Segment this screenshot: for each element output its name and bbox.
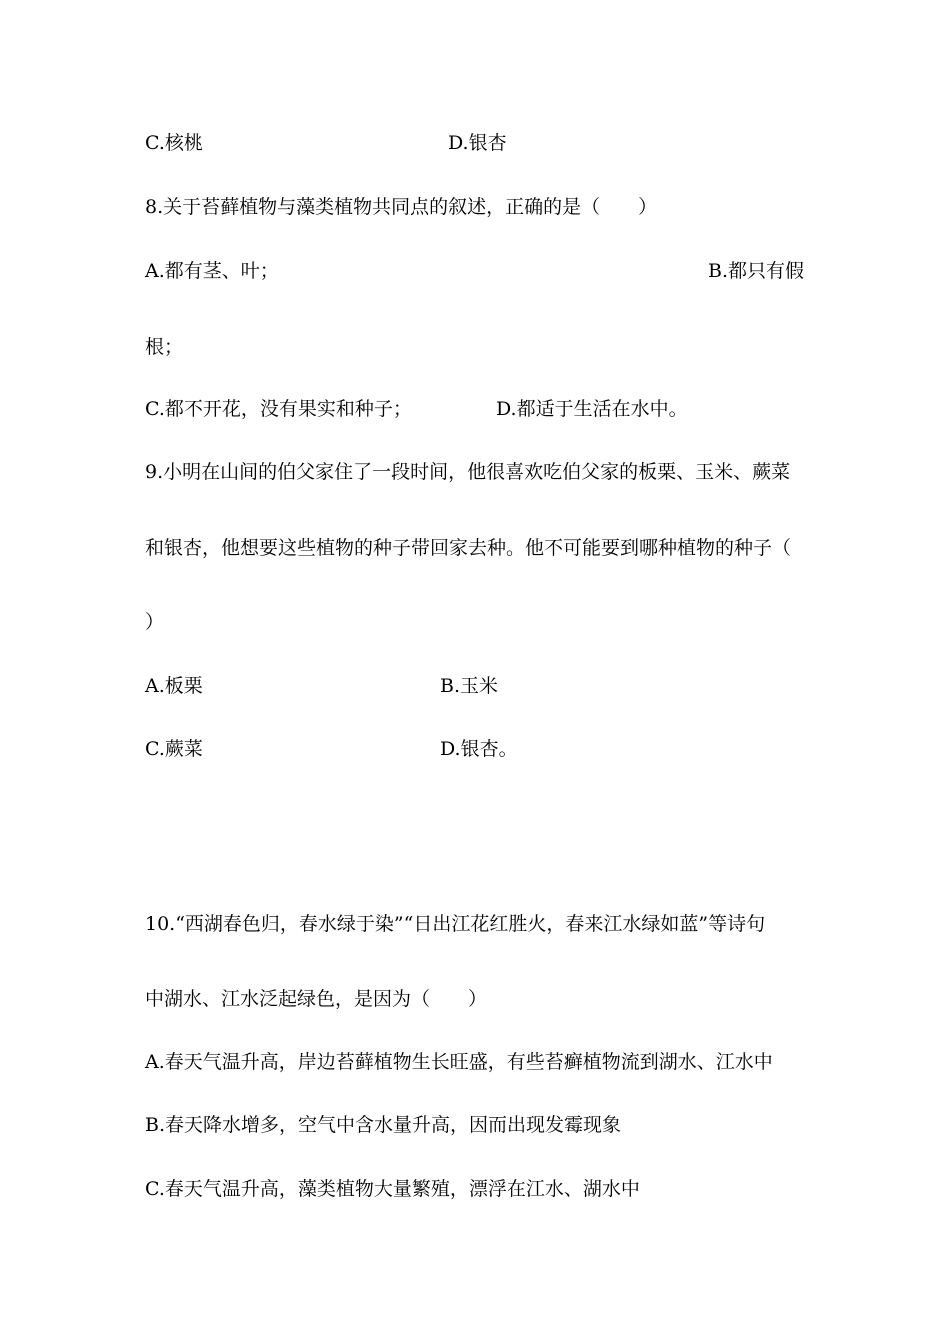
q8-option-b-continued: 根； [145,336,184,358]
q10-stem-line-1: 10.“西湖春色归，春水绿于染”“日出江花红胜火，春来江水绿如蓝”等诗句 [145,913,766,935]
q9-option-b: B.玉米 [440,675,499,697]
q7-option-c: C.核桃 [145,132,203,154]
q9-stem-line-2: 和银杏，他想要这些植物的种子带回家去种。他不可能要到哪种植物的种子（ [145,537,792,559]
q10-stem-line-2: 中湖水、江水泛起绿色，是因为（ ） [145,988,488,1010]
q9-stem-line-3: ） [145,611,165,633]
q9-option-d: D.银杏。 [440,738,518,760]
q9-stem-line-1: 9.小明在山间的伯父家住了一段时间，他很喜欢吃伯父家的板栗、玉米、蕨菜 [145,461,791,483]
q9-option-a: A.板栗 [145,675,203,697]
q7-option-d: D.银杏 [448,132,507,154]
q10-option-a: A.春天气温升高，岸边苔藓植物生长旺盛，有些苔癣植物流到湖水、江水中 [145,1051,773,1073]
q8-option-d: D.都适于生活在水中。 [496,398,688,420]
q8-option-a: A.都有茎、叶； [145,260,279,282]
q9-option-c: C.蕨菜 [145,738,203,760]
q10-option-c: C.春天气温升高，藻类植物大量繁殖，漂浮在江水、湖水中 [145,1178,640,1200]
q8-option-c: C.都不开花，没有果实和种子； [145,398,412,420]
q10-option-b: B.春天降水增多，空气中含水量升高，因而出现发霉现象 [145,1114,622,1136]
q8-stem: 8.关于苔藓植物与藻类植物共同点的叙述，正确的是（ ） [145,196,658,218]
q8-option-b: B.都只有假 [708,260,805,282]
